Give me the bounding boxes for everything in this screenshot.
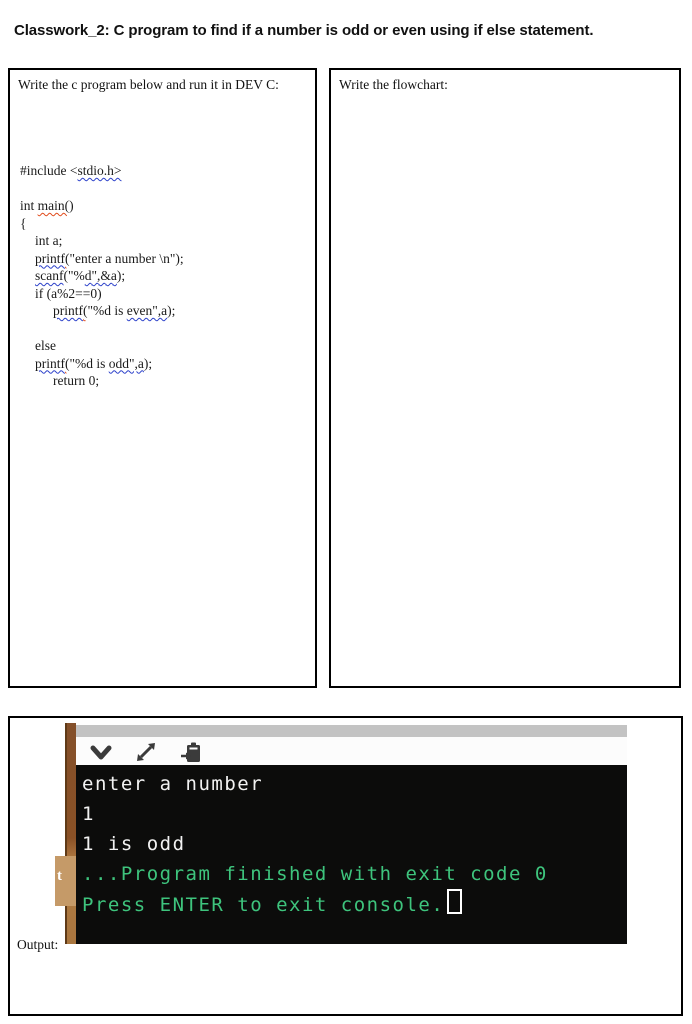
console-line: Press ENTER to exit console. [82, 889, 627, 920]
flowchart-box-heading: Write the flowchart: [339, 77, 448, 92]
console-cursor [447, 889, 462, 914]
paste-icon[interactable] [180, 741, 202, 763]
console-line: enter a number [82, 773, 264, 795]
program-box [8, 68, 317, 688]
console-line: 1 [82, 803, 95, 825]
output-label: Output: [17, 937, 59, 952]
chevron-down-icon[interactable] [90, 741, 112, 763]
code-line: #include <stdio.h> [20, 163, 122, 178]
code-line: printf("enter a number \n"); [35, 250, 184, 266]
code-line: printf("%d is odd",a); [35, 355, 153, 371]
output-box [8, 716, 683, 1016]
flowchart-box [329, 68, 681, 688]
console-line: ...Program finished with exit code 0 [82, 863, 548, 885]
console-screen [76, 765, 627, 944]
program-box-heading: Write the c program below and run it in DEV C: [18, 77, 279, 92]
ide-edge-stripe [65, 723, 76, 944]
resize-diagonal-icon[interactable] [135, 741, 157, 763]
code-line: int main() [20, 198, 74, 213]
code-line: if (a%2==0) [35, 285, 102, 301]
code-block [20, 162, 184, 390]
ide-edge-stripe-highlight [55, 856, 76, 906]
console-screenshot [57, 723, 627, 944]
console-titlebar [76, 725, 627, 737]
code-line [20, 180, 184, 198]
page-title: Classwork_2: C program to find if a number is odd or even using if else statement. [14, 22, 594, 39]
code-line: printf("%d is even",a); [53, 303, 176, 318]
code-line: int a; [35, 233, 63, 248]
code-line: scanf("%d",&a); [35, 268, 126, 283]
code-line [20, 320, 184, 338]
stripe-letter: t [57, 868, 62, 884]
console-toolbar [76, 737, 627, 765]
code-line: else [35, 338, 56, 353]
console-line: 1 is odd [82, 833, 186, 855]
code-line: return 0; [53, 373, 100, 388]
code-line: { [20, 215, 27, 231]
